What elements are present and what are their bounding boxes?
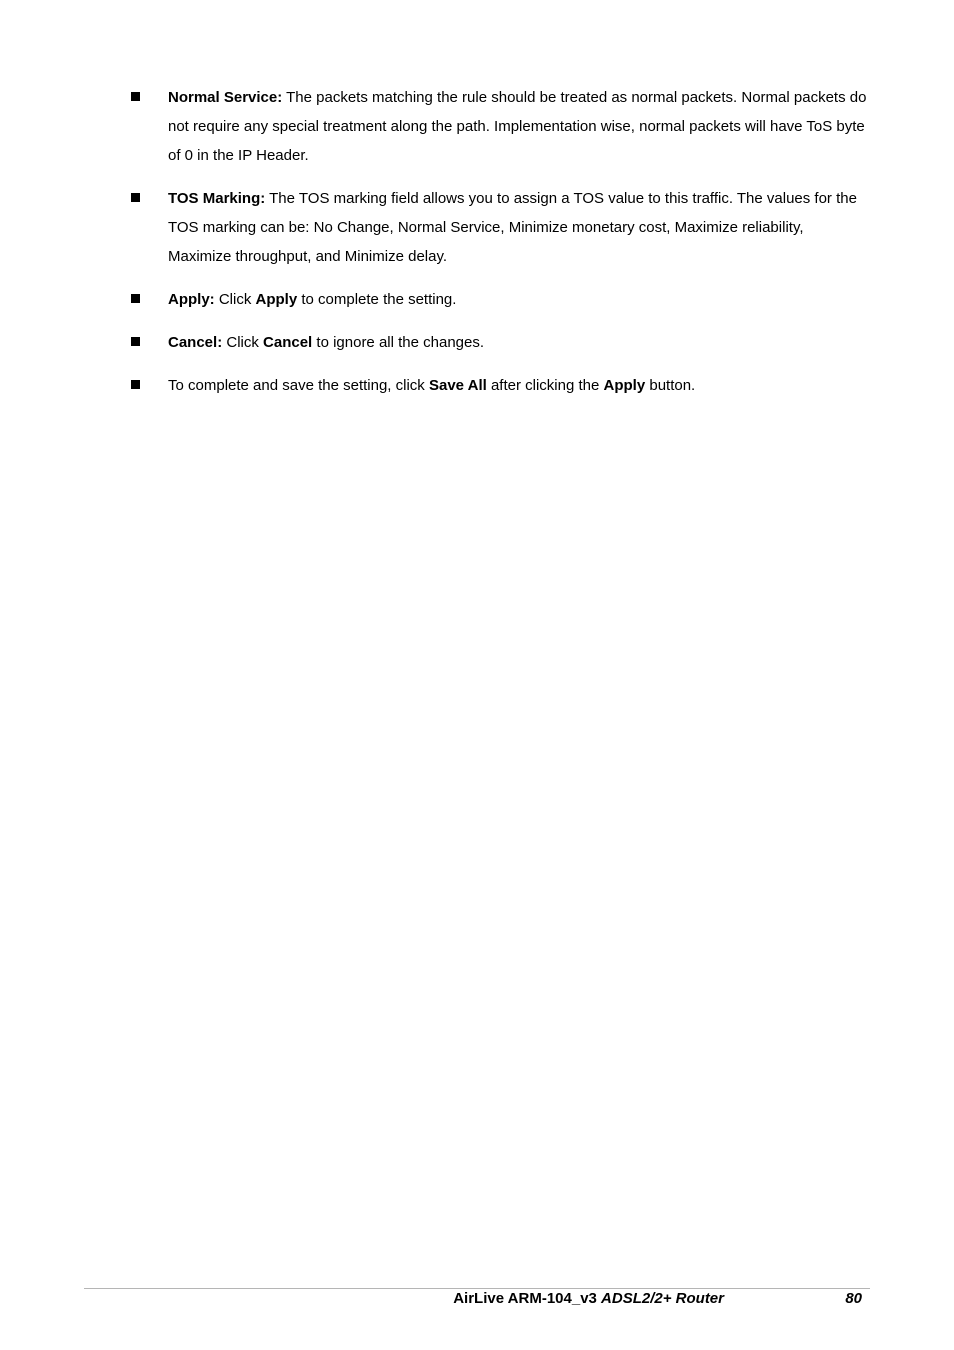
bullet-tos-marking	[0, 184, 868, 271]
square-bullet-icon	[131, 294, 140, 303]
bullet-text	[168, 328, 868, 357]
bullet-text	[168, 285, 868, 314]
page-footer	[84, 1289, 862, 1309]
bullet-text	[168, 184, 868, 271]
bullet-cancel	[0, 328, 868, 357]
bullet-label: Normal Service:	[168, 89, 283, 106]
save-all-term: Save All	[428, 377, 487, 394]
bullet-body: Click	[222, 334, 264, 351]
bullet-text	[168, 371, 868, 400]
square-bullet-icon	[131, 380, 140, 389]
square-bullet-icon	[131, 337, 140, 346]
footer-model: ADSL2/2+ Router	[601, 1290, 724, 1307]
bullet-text	[168, 83, 868, 170]
bullet-normal-service	[0, 83, 868, 170]
bullet-body: to ignore all the changes.	[312, 334, 485, 351]
bullet-body: to complete the setting.	[297, 291, 457, 308]
bullet-apply	[0, 285, 868, 314]
bullet-body: The packets matching the rule should be treated as normal packets. Normal packets do not require any special treatment along the path. Implementation wise, normal packets will have ToS byte of 0 in the IP Header.	[168, 89, 867, 164]
bullet-save-all	[0, 371, 868, 400]
bullet-body: button.	[645, 377, 696, 394]
footer-product: AirLive ARM-104_v3	[453, 1290, 602, 1307]
bullet-label: Cancel:	[168, 334, 223, 351]
page-number: 80	[845, 1290, 862, 1307]
bullet-label: TOS Marking:	[168, 190, 266, 207]
bullet-body: The TOS marking field allows you to assign a TOS value to this traffic. The values for the TOS marking can be: No Change, Normal Service, Minimize monetary cost, Maximize reliability, Maximize throughput, and Minimize delay.	[168, 190, 857, 265]
bullet-label: Apply:	[168, 291, 215, 308]
apply-term: Apply	[255, 291, 298, 308]
bullet-body: Click	[214, 291, 256, 308]
bullet-body: after clicking the	[486, 377, 604, 394]
bullet-body: To complete and save the setting, click	[168, 377, 429, 394]
square-bullet-icon	[131, 92, 140, 101]
cancel-term: Cancel	[263, 334, 313, 351]
footer-title	[84, 1289, 724, 1309]
square-bullet-icon	[131, 193, 140, 202]
document-body	[0, 83, 954, 414]
apply-term: Apply	[603, 377, 646, 394]
